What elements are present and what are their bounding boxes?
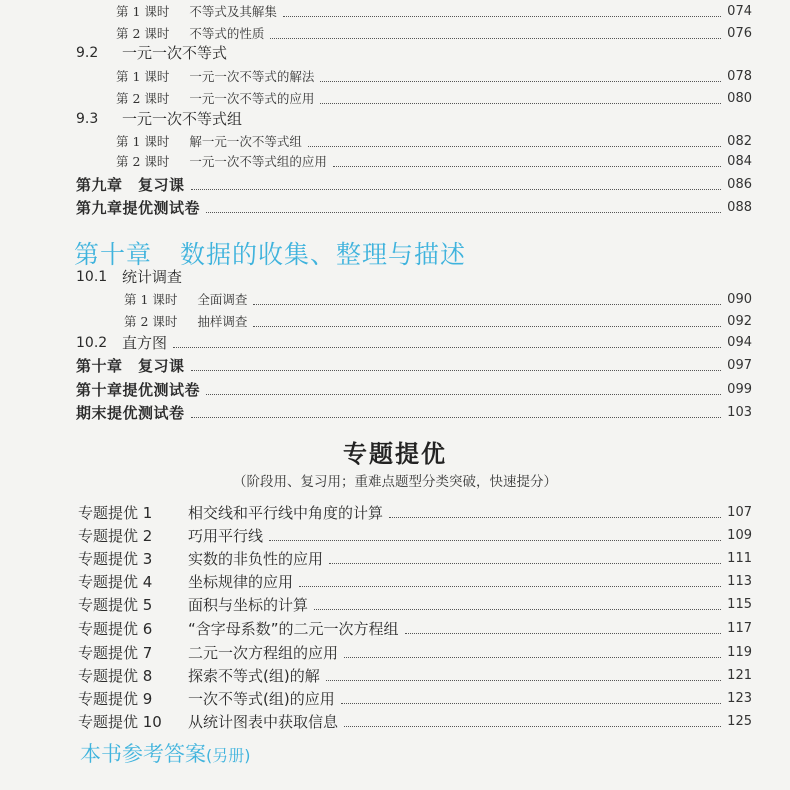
lesson-number: 第 2 课时 [124,314,178,329]
toc-entry-chapter9-test[interactable] [76,199,752,217]
page-number: 119 [727,645,752,660]
topic-label: 专题提优 10 [78,713,162,731]
dot-leader [253,326,721,327]
section-number: 9.3 [76,111,99,127]
dot-leader [173,347,721,348]
dot-leader [253,304,721,305]
page-number: 113 [727,574,752,589]
topic-label: 专题提优 1 [78,504,153,522]
lesson-number: 第 2 课时 [116,154,170,169]
entry-title: 第九章提优测试卷 [76,199,201,217]
page-number: 121 [727,668,752,683]
toc-section-9-3[interactable] [76,110,242,128]
entry-title: 第十章 复习课 [76,357,185,375]
section-number: 10.1 [76,269,108,285]
dot-leader [283,16,721,17]
lesson-title: 全面调查 [197,292,248,307]
dot-leader [344,726,721,727]
page-number: 097 [727,358,752,373]
page-number: 099 [727,382,752,397]
answers-title: 本书参考答案 [80,742,206,766]
page-number: 109 [727,528,752,543]
topic-label: 专题提优 2 [78,527,153,545]
lesson-title: 一元一次不等式组的应用 [189,154,327,169]
page-number: 090 [727,292,752,307]
toc-entry-topic[interactable] [78,550,752,568]
entry-title: 期末提优测试卷 [76,404,185,422]
toc-section-9-2[interactable] [76,44,227,62]
toc-entry-topic[interactable] [78,573,752,591]
lesson-title: 一元一次不等式的应用 [189,91,315,106]
topic-title: “含字母系数”的二元一次方程组 [188,620,399,638]
toc-entry-topic[interactable] [78,713,752,731]
toc-entry-topic[interactable] [78,644,752,662]
topic-title: 巧用平行线 [188,527,264,545]
dot-leader [191,370,722,371]
section-title: 直方图 [122,334,168,352]
topics-subtitle: （阶段用、复习用；重难点题型分类突破，快速提分） [233,474,557,490]
section-title: 一元一次不等式组 [122,110,243,128]
toc-entry-lesson[interactable] [116,68,752,86]
answers-heading[interactable] [80,738,251,768]
page-number: 111 [727,551,752,566]
lesson-title: 不等式的性质 [189,26,265,41]
topic-title: 面积与坐标的计算 [188,596,309,614]
chapter-title: 数据的收集、整理与描述 [180,240,467,269]
lesson-number: 第 1 课时 [116,4,170,19]
topic-label: 专题提优 7 [78,644,153,662]
dot-leader [341,703,721,704]
page-number: 094 [727,335,752,350]
lesson-title: 一元一次不等式的解法 [189,69,315,84]
topic-title: 坐标规律的应用 [188,573,294,591]
lesson-number: 第 1 课时 [116,134,170,149]
toc-entry-topic[interactable] [78,596,752,614]
page-number: 117 [727,621,752,636]
toc-entry-chapter9-review[interactable] [76,176,752,194]
dot-leader [314,609,721,610]
dot-leader [329,563,721,564]
topic-title: 从统计图表中获取信息 [188,713,339,731]
dot-leader [308,146,721,147]
page-number: 078 [727,69,752,84]
topic-title: 二元一次方程组的应用 [188,644,339,662]
dot-leader [269,540,721,541]
page-number: 123 [727,691,752,706]
toc-entry-topic[interactable] [78,667,752,685]
dot-leader [191,417,722,418]
section-number: 10.2 [76,335,108,351]
toc-entry-lesson[interactable] [116,90,752,108]
dot-leader [299,586,721,587]
topic-title: 实数的非负性的应用 [188,550,324,568]
dot-leader [320,103,721,104]
lesson-number: 第 2 课时 [116,26,170,41]
lesson-title: 不等式及其解集 [189,4,277,19]
toc-entry-lesson[interactable] [124,291,752,309]
section-title: 一元一次不等式 [122,44,228,62]
dot-leader [191,189,722,190]
toc-section-10-1[interactable] [76,268,182,286]
lesson-number: 第 2 课时 [116,91,170,106]
toc-entry-lesson[interactable] [116,25,752,43]
topic-label: 专题提优 8 [78,667,153,685]
lesson-title: 解一元一次不等式组 [189,134,302,149]
page-number: 076 [727,26,752,41]
toc-entry-lesson[interactable] [124,313,752,331]
topic-label: 专题提优 3 [78,550,153,568]
toc-entry-final-test[interactable] [76,404,752,422]
topic-label: 专题提优 9 [78,690,153,708]
toc-section-10-2[interactable] [76,334,752,352]
page-number: 115 [727,597,752,612]
page-number: 084 [727,154,752,169]
page-number: 074 [727,4,752,19]
toc-entry-chapter10-review[interactable] [76,357,752,375]
page-number: 125 [727,714,752,729]
page-number: 080 [727,91,752,106]
topic-label: 专题提优 5 [78,596,153,614]
toc-entry-lesson[interactable] [116,153,752,171]
dot-leader [344,657,721,658]
lesson-number: 第 1 课时 [116,69,170,84]
topics-heading: 专题提优 [343,439,447,468]
entry-title: 第十章提优测试卷 [76,381,201,399]
dot-leader [326,680,721,681]
answers-note: (另册) [206,746,251,765]
lesson-number: 第 1 课时 [124,292,178,307]
page-number: 088 [727,200,752,215]
dot-leader [405,633,722,634]
chapter-number: 第十章 [74,240,153,269]
toc-entry-lesson[interactable] [116,133,752,151]
page-number: 086 [727,177,752,192]
toc-entry-topic[interactable] [78,690,752,708]
topic-label: 专题提优 6 [78,620,153,638]
entry-title: 第九章 复习课 [76,176,185,194]
toc-entry-chapter10-test[interactable] [76,381,752,399]
page-number: 107 [727,505,752,520]
topic-title: 相交线和平行线中角度的计算 [188,504,384,522]
page-number: 092 [727,314,752,329]
lesson-title: 抽样调查 [197,314,248,329]
topic-title: 探索不等式(组)的解 [188,667,320,685]
chapter-10-heading[interactable] [74,235,466,271]
toc-entry-lesson[interactable] [116,3,752,21]
dot-leader [320,81,721,82]
page-number: 103 [727,405,752,420]
topic-title: 一次不等式(组)的应用 [188,690,335,708]
section-number: 9.2 [76,45,99,61]
dot-leader [270,38,721,39]
toc-entry-topic[interactable] [78,504,752,522]
dot-leader [389,517,721,518]
section-title: 统计调查 [122,268,183,286]
page-number: 082 [727,134,752,149]
toc-entry-topic[interactable] [78,620,752,638]
dot-leader [206,212,721,213]
dot-leader [333,166,721,167]
dot-leader [206,394,721,395]
toc-entry-topic[interactable] [78,527,752,545]
topic-label: 专题提优 4 [78,573,153,591]
